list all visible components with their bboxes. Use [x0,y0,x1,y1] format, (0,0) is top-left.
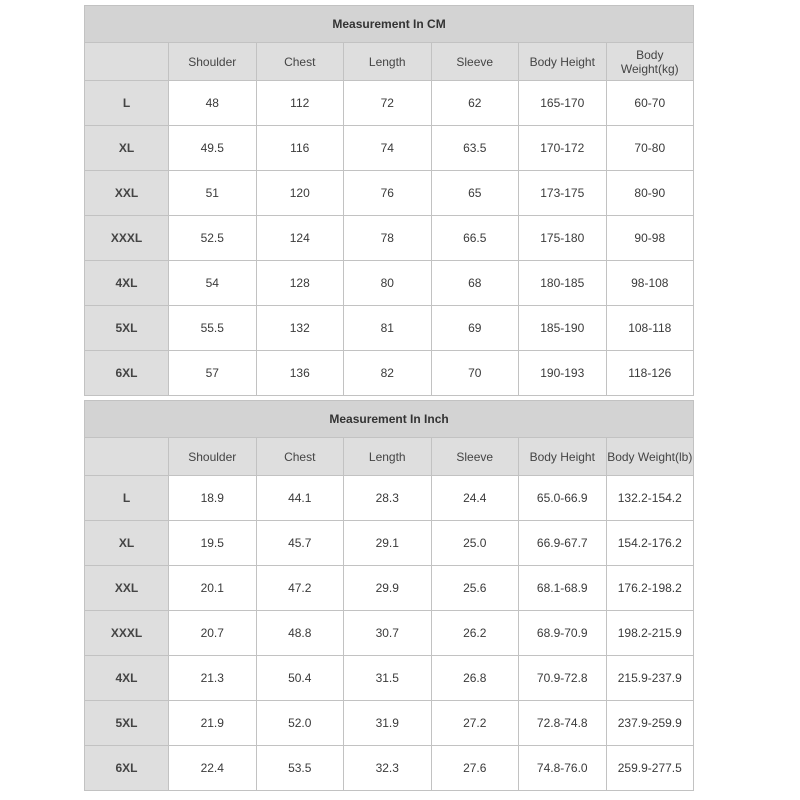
table-cell: 132.2-154.2 [606,476,694,521]
table-body [85,476,694,791]
table-cell: 198.2-215.9 [606,611,694,656]
table-cell: 63.5 [431,126,519,171]
table-cell: 52.5 [169,216,257,261]
column-header: Chest [256,438,344,476]
table-cell: 80 [344,261,432,306]
table-cell: 132 [256,306,344,351]
table-cell: 26.8 [431,656,519,701]
table-cell: 82 [344,351,432,396]
table-cell: 70 [431,351,519,396]
table-cell: 18.9 [169,476,257,521]
size-label: XL [85,521,169,566]
column-header: Shoulder [169,438,257,476]
table-cell: 66.5 [431,216,519,261]
size-label: XXL [85,171,169,216]
table-cell: 98-108 [606,261,694,306]
table-cell: 30.7 [344,611,432,656]
table-cell: 47.2 [256,566,344,611]
column-header: Shoulder [169,43,257,81]
column-header: Body Height [519,43,607,81]
table-cell: 51 [169,171,257,216]
table-cell: 74.8-76.0 [519,746,607,791]
table-cell: 170-172 [519,126,607,171]
table-cell: 19.5 [169,521,257,566]
table-cell: 28.3 [344,476,432,521]
table-cell: 259.9-277.5 [606,746,694,791]
column-header: Length [344,43,432,81]
header-row [85,43,694,81]
table-title: Measurement In Inch [85,401,694,438]
table-row [85,521,694,566]
size-label: 6XL [85,351,169,396]
table-cell: 68.9-70.9 [519,611,607,656]
table-cell: 68 [431,261,519,306]
table-cell: 175-180 [519,216,607,261]
table-cell: 80-90 [606,171,694,216]
table-row [85,746,694,791]
table-cell: 49.5 [169,126,257,171]
table-cell: 45.7 [256,521,344,566]
table-cell: 70-80 [606,126,694,171]
column-header: Body Weight(kg) [606,43,694,81]
corner-cell [85,438,169,476]
table-cell: 44.1 [256,476,344,521]
table-cell: 112 [256,81,344,126]
size-label: XXXL [85,611,169,656]
size-label: 5XL [85,306,169,351]
corner-cell [85,43,169,81]
table-cell: 48.8 [256,611,344,656]
table-cell: 21.3 [169,656,257,701]
size-label: 4XL [85,261,169,306]
size-label: 6XL [85,746,169,791]
table-cell: 124 [256,216,344,261]
table-row [85,81,694,126]
size-label: 5XL [85,701,169,746]
table-row [85,171,694,216]
table-row [85,656,694,701]
table-cell: 53.5 [256,746,344,791]
table-cell: 190-193 [519,351,607,396]
size-label: 4XL [85,656,169,701]
table-cell: 25.0 [431,521,519,566]
table-cell: 90-98 [606,216,694,261]
measurement-inch-table [84,400,694,791]
table-cell: 25.6 [431,566,519,611]
table-cell: 24.4 [431,476,519,521]
table-cell: 180-185 [519,261,607,306]
column-header: Sleeve [431,43,519,81]
table-cell: 26.2 [431,611,519,656]
table-cell: 185-190 [519,306,607,351]
column-header: Sleeve [431,438,519,476]
table-cell: 72.8-74.8 [519,701,607,746]
table-cell: 136 [256,351,344,396]
size-label: XL [85,126,169,171]
size-label: XXL [85,566,169,611]
table-cell: 176.2-198.2 [606,566,694,611]
table-cell: 68.1-68.9 [519,566,607,611]
table-cell: 165-170 [519,81,607,126]
table-cell: 154.2-176.2 [606,521,694,566]
table-cell: 128 [256,261,344,306]
column-header: Body Weight(lb) [606,438,694,476]
table-cell: 48 [169,81,257,126]
table-cell: 27.2 [431,701,519,746]
table-cell: 173-175 [519,171,607,216]
table-cell: 69 [431,306,519,351]
table-cell: 72 [344,81,432,126]
table-cell: 116 [256,126,344,171]
table-title: Measurement In CM [85,6,694,43]
table-cell: 120 [256,171,344,216]
table-cell: 237.9-259.9 [606,701,694,746]
table-cell: 50.4 [256,656,344,701]
column-header: Chest [256,43,344,81]
table-cell: 57 [169,351,257,396]
table-cell: 65 [431,171,519,216]
table-cell: 215.9-237.9 [606,656,694,701]
size-label: XXXL [85,216,169,261]
table-cell: 78 [344,216,432,261]
table-row [85,701,694,746]
table-row [85,216,694,261]
table-cell: 31.9 [344,701,432,746]
table-cell: 29.1 [344,521,432,566]
table-cell: 32.3 [344,746,432,791]
table-row [85,306,694,351]
size-label: L [85,81,169,126]
table-cell: 31.5 [344,656,432,701]
table-cell: 20.7 [169,611,257,656]
table-cell: 60-70 [606,81,694,126]
table-cell: 76 [344,171,432,216]
table-body [85,81,694,396]
table-row [85,611,694,656]
table-cell: 62 [431,81,519,126]
table-row [85,476,694,521]
size-label: L [85,476,169,521]
table-cell: 20.1 [169,566,257,611]
table-cell: 81 [344,306,432,351]
table-cell: 74 [344,126,432,171]
table-cell: 118-126 [606,351,694,396]
table-cell: 108-118 [606,306,694,351]
table-row [85,261,694,306]
table-cell: 55.5 [169,306,257,351]
column-header: Length [344,438,432,476]
table-cell: 22.4 [169,746,257,791]
table-cell: 70.9-72.8 [519,656,607,701]
table-cell: 21.9 [169,701,257,746]
table-row [85,566,694,611]
table-cell: 66.9-67.7 [519,521,607,566]
column-header: Body Height [519,438,607,476]
table-cell: 54 [169,261,257,306]
table-cell: 29.9 [344,566,432,611]
table-cell: 65.0-66.9 [519,476,607,521]
table-row [85,126,694,171]
table-cell: 27.6 [431,746,519,791]
header-row [85,438,694,476]
measurement-cm-table [84,5,694,396]
table-cell: 52.0 [256,701,344,746]
table-row [85,351,694,396]
